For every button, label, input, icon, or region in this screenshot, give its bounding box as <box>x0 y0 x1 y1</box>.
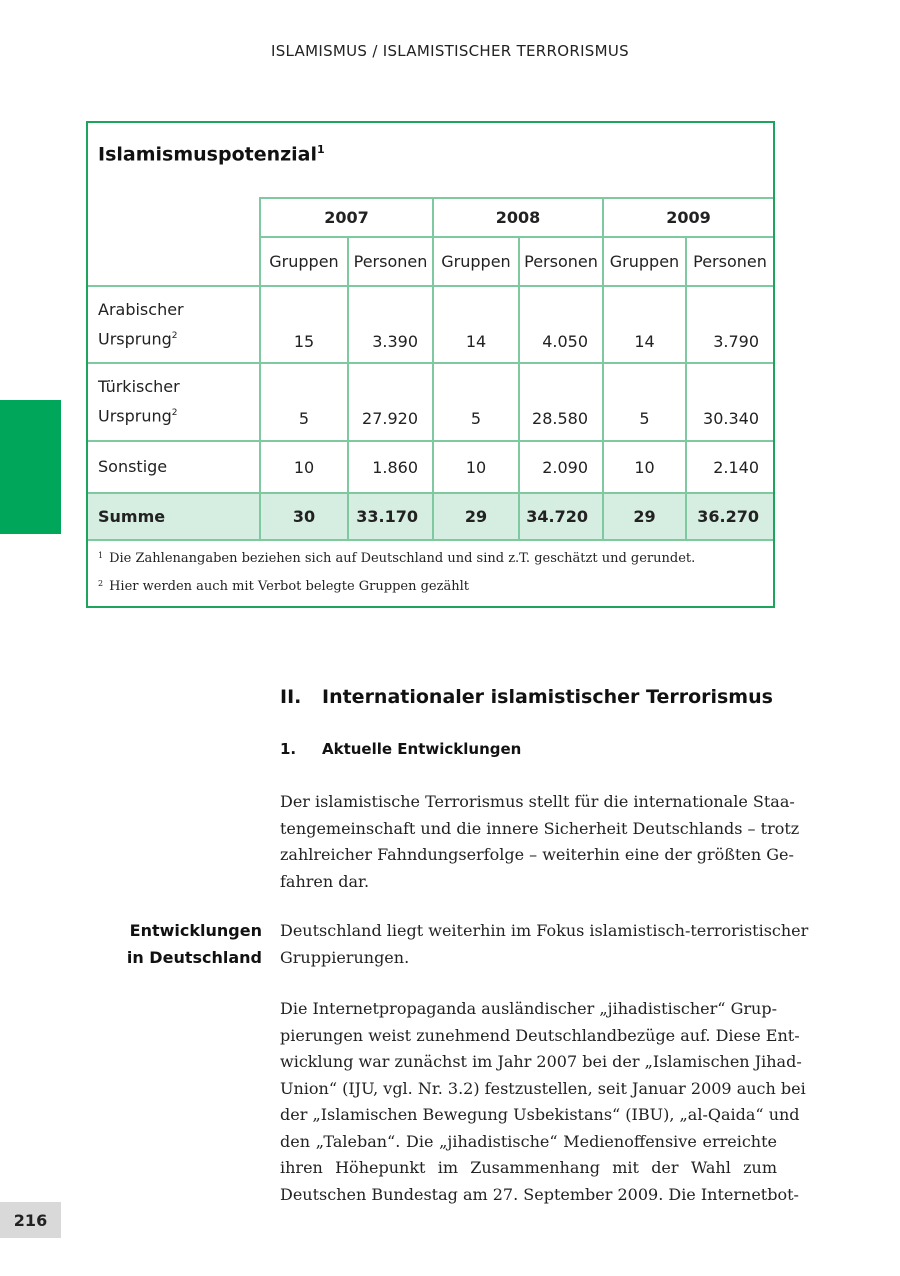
subheader-gruppen-2007: Gruppen <box>269 252 339 271</box>
margin-note: Entwicklungen in Deutschland <box>126 921 262 967</box>
subheader-gruppen-2008: Gruppen <box>441 252 511 271</box>
table-cell: 5 <box>470 408 482 428</box>
table-cell: 30.340 <box>703 408 759 428</box>
footnote-1: $^1$ Die Zahlenangaben beziehen sich auf Deutschland und sind z.T. geschätzt und gerundet. <box>98 551 696 566</box>
paragraph-1: Der islamistische Terrorismus stellt für die internationale Staa- tengemeinschaft und die innere Sicherheit Deutschlands – trotz zahlreicher Fahndungserfolge – weiterhin eine der größten Ge- fahren dar. <box>280 792 800 891</box>
sum-cell: 33.170 <box>356 507 418 526</box>
page-number: 216 <box>0 1202 61 1238</box>
row-label-summe: Summe <box>98 506 166 526</box>
subheader-gruppen-2009: Gruppen <box>609 252 680 271</box>
islamismuspotenzial-table <box>86 121 775 608</box>
table-cell: 3.790 <box>713 331 759 351</box>
running-header: ISLAMISMUS / ISLAMISTISCHER TERRORISMUS <box>271 42 629 60</box>
sum-cell: 34.720 <box>526 507 588 526</box>
sum-cell: 30 <box>292 507 316 526</box>
sum-cell: 36.270 <box>697 507 759 526</box>
title-footnote-mark: 1 <box>317 143 325 156</box>
table-cell: 2.140 <box>713 457 759 477</box>
year-header-2008: 2008 <box>495 208 541 227</box>
row-label-sonstige: Sonstige <box>98 457 168 476</box>
year-header-2009: 2009 <box>666 208 711 227</box>
sum-cell: 29 <box>633 507 656 526</box>
table-cell: 27.920 <box>362 408 418 428</box>
subheader-personen-2007: Personen <box>353 252 428 271</box>
table-cell: 28.580 <box>532 408 588 428</box>
sum-cell: 29 <box>464 507 488 526</box>
table-cell: 5 <box>639 408 650 428</box>
table-cell: 14 <box>634 331 655 351</box>
row-label-tuerkischer-ursprung: Türkischer Ursprung$^2$ <box>98 377 180 426</box>
table-title: Islamismuspotenzial$^1$ <box>98 143 325 166</box>
table-cell: 10 <box>465 457 487 477</box>
subheader-personen-2008: Personen <box>524 252 598 271</box>
table-cell: 15 <box>293 331 315 351</box>
table-cell: 10 <box>293 457 315 477</box>
table-cell: 10 <box>634 457 655 477</box>
chapter-side-tab <box>0 400 61 534</box>
footnote-2: $^2$ Hier werden auch mit Verbot belegte Gruppen gezählt <box>98 579 469 594</box>
paragraph-2: Deutschland liegt weiterhin im Fokus islamistisch-terroristischer Gruppierungen. <box>280 921 809 967</box>
table-cell: 2.090 <box>542 457 588 477</box>
row-label-arabischer-ursprung: Arabischer Ursprung$^2$ <box>98 300 184 349</box>
subheader-personen-2009: Personen <box>693 252 767 271</box>
table-cell: 3.390 <box>372 331 418 351</box>
subsection-heading: 1. Aktuelle Entwicklungen <box>280 740 522 758</box>
table-cell: 14 <box>465 331 487 351</box>
table-cell: 1.860 <box>372 457 418 477</box>
table-cell: 5 <box>298 408 310 428</box>
section-heading: II. Internationaler islamistischer Terrorismus <box>280 686 773 708</box>
year-header-2007: 2007 <box>324 208 369 227</box>
paragraph-3: Die Internetpropaganda ausländischer „jihadistischer“ Grup- pierungen weist zunehmend Deutschlandbezüge auf. Diese Ent- wicklung war zunächst im Jahr 2007 bei der „Islamischen Jihad- Union“ (IJU, vgl. Nr. 3.2) festzustellen, seit Januar 2009 auch bei der „Islamischen Bewegung Usbekistans“ (IBU), „al-Qaida“ und den „Taleban“. Die „jihadistische“ Medienoffensive erreichte ihren Höhepunkt im Zusammenhang mit der Wahl zum Deutschen Bundestag am 27. September 2009. Die Internetbot- <box>280 999 806 1204</box>
table-cell: 4.050 <box>542 331 588 351</box>
